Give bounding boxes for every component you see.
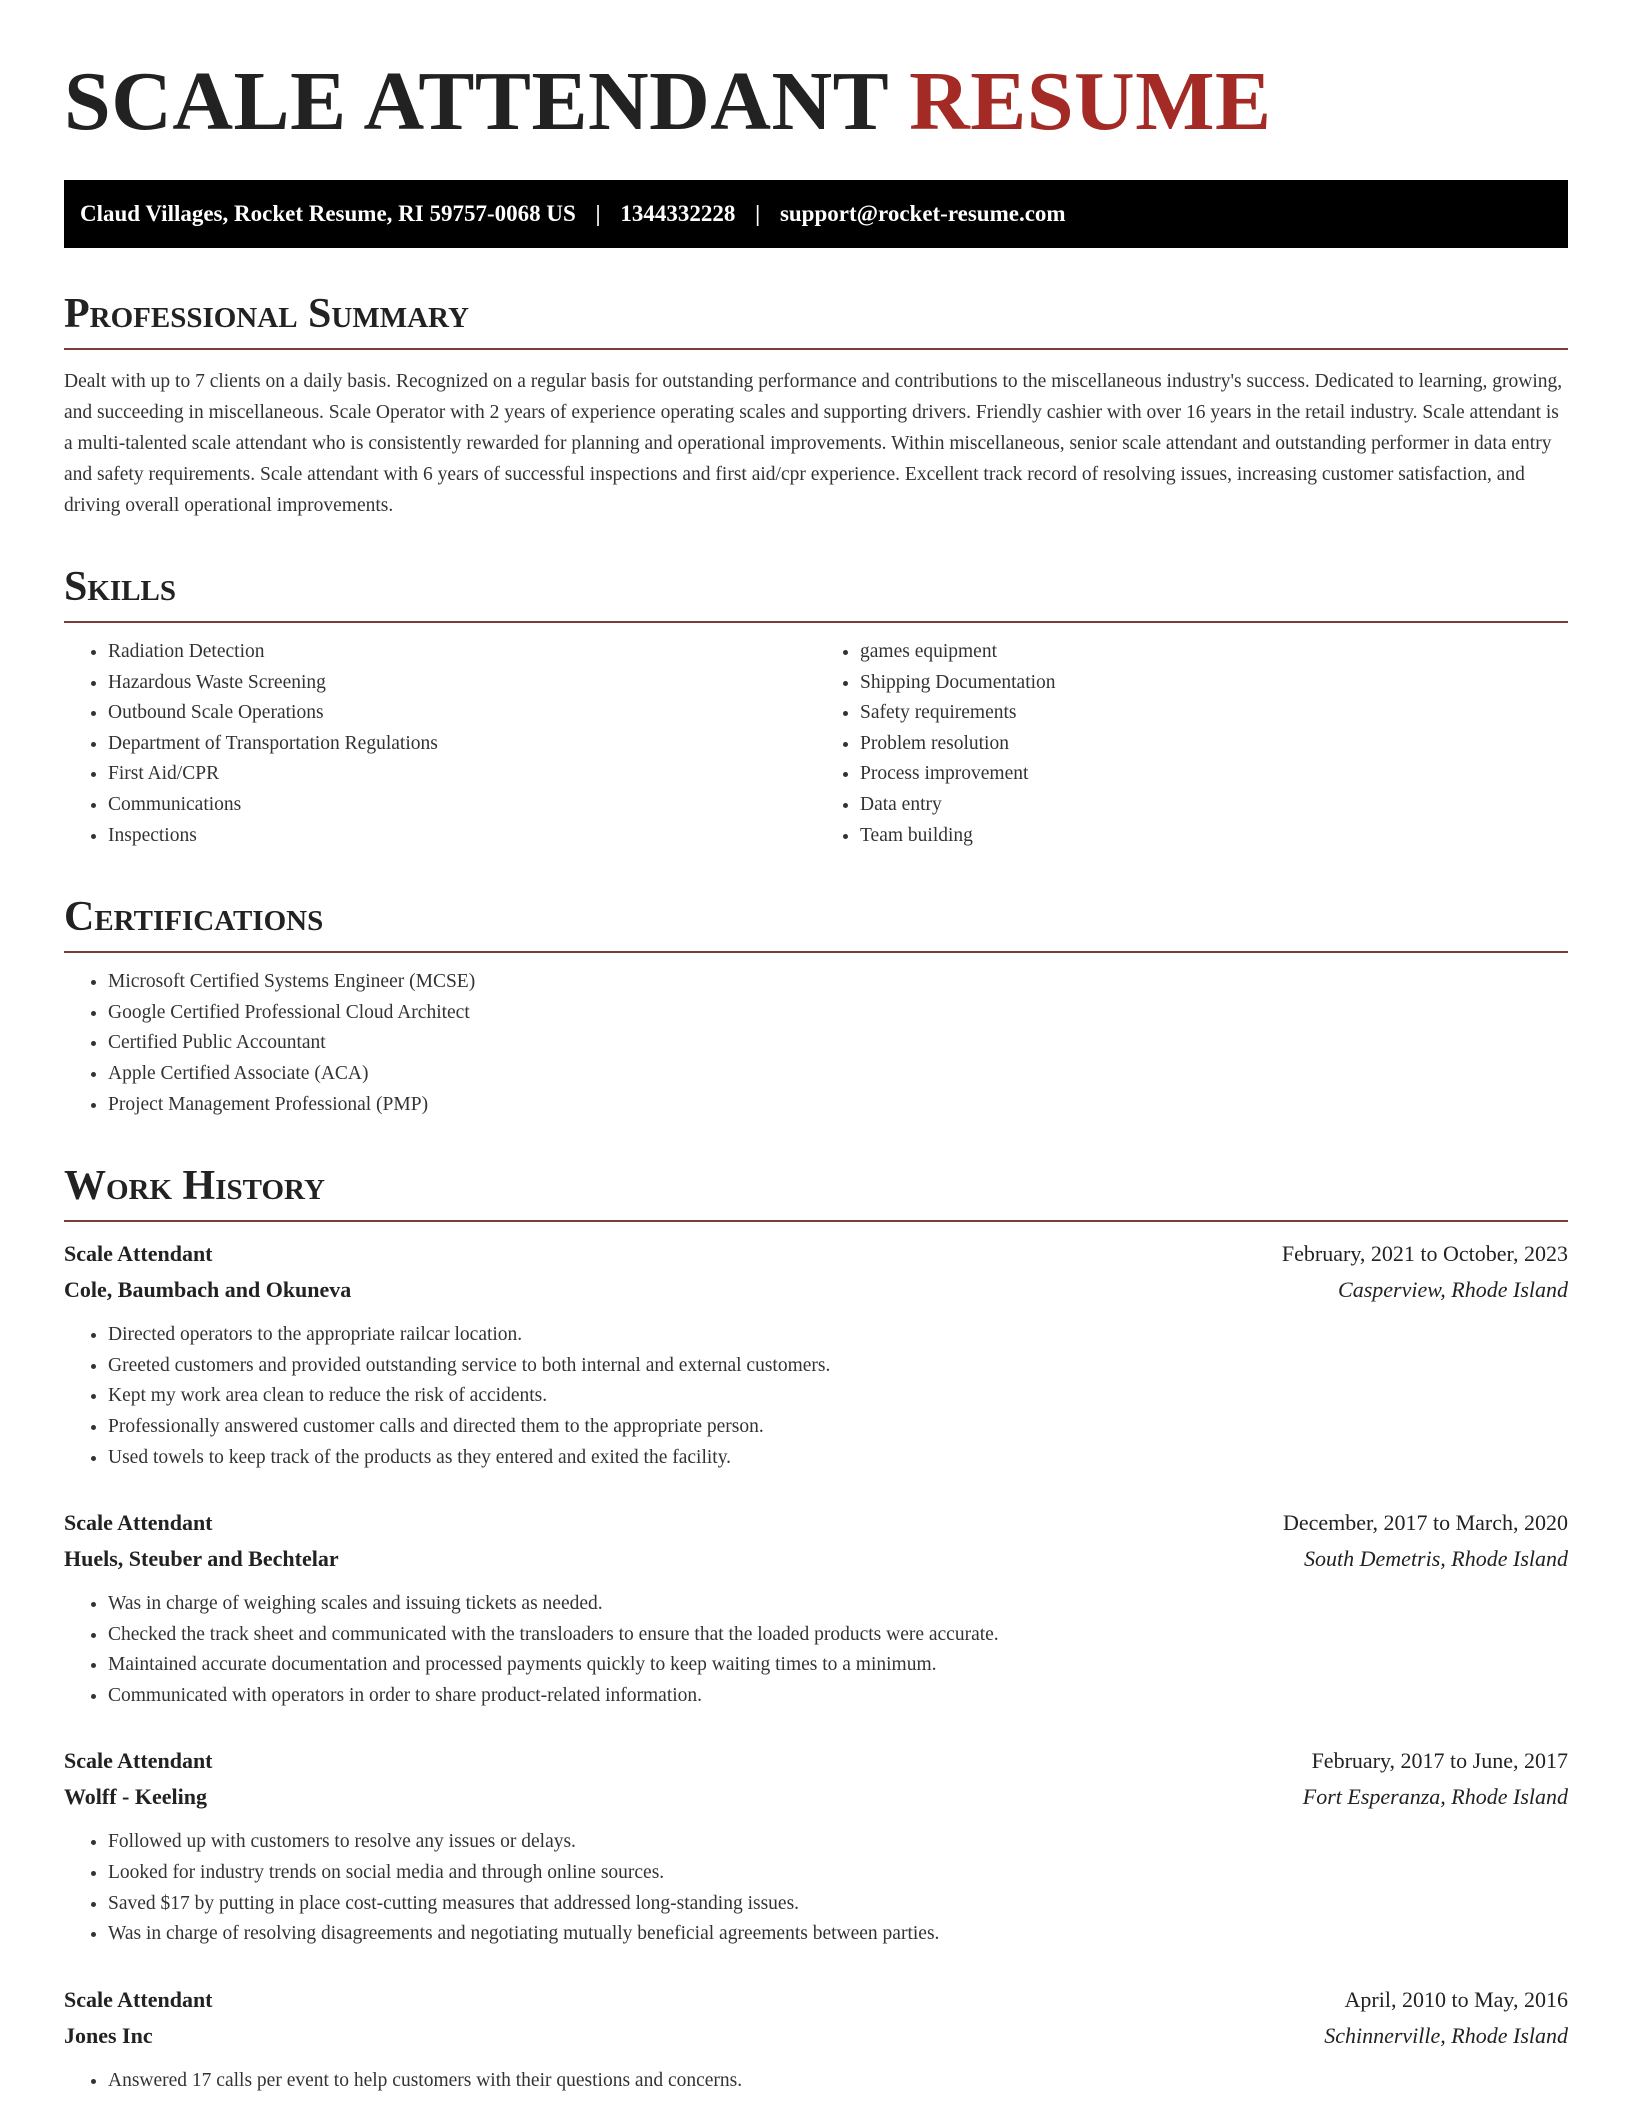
- skill-item: • Problem resolution: [860, 729, 1568, 760]
- contact-separator: |: [755, 201, 761, 226]
- title-accent: RESUME: [909, 55, 1272, 148]
- certifications-section: [64, 893, 1568, 1120]
- skill-item: • Safety requirements: [860, 698, 1568, 729]
- skills-section: [64, 563, 1568, 851]
- summary-section: [64, 290, 1568, 521]
- job-location: Casperview, Rhode Island: [1338, 1277, 1568, 1303]
- contact-phone: 1344332228: [620, 201, 736, 226]
- job-duty: • Was in charge of resolving disagreements and negotiating mutually beneficial agreements between parties.: [108, 1919, 1568, 1950]
- work-history-section: [64, 1162, 1568, 2096]
- job-company: Cole, Baumbach and Okuneva: [64, 1277, 352, 1303]
- certification-item: • Certified Public Accountant: [108, 1028, 1568, 1059]
- contact-email: support@rocket-resume.com: [779, 201, 1066, 226]
- skill-item: • Hazardous Waste Screening: [108, 668, 816, 699]
- skills-grid: [64, 623, 1568, 851]
- skills-list-right: [816, 637, 1568, 851]
- certifications-list: [64, 967, 1568, 1120]
- job-duty: • Greeted customers and provided outstanding service to both internal and external customers.: [108, 1351, 1568, 1382]
- skill-item: • Data entry: [860, 790, 1568, 821]
- job-entry: [64, 1236, 1568, 1473]
- certification-item: • Project Management Professional (PMP): [108, 1090, 1568, 1121]
- job-dates: February, 2021 to October, 2023: [1281, 1241, 1568, 1267]
- job-title: Scale Attendant: [64, 1241, 213, 1267]
- job-location: South Demetris, Rhode Island: [1304, 1546, 1568, 1572]
- certification-item: • Apple Certified Associate (ACA): [108, 1059, 1568, 1090]
- job-company: Jones Inc: [64, 2022, 153, 2048]
- job-dates: February, 2017 to June, 2017: [1311, 1748, 1568, 1774]
- work-history-heading: Work History: [64, 1162, 1568, 1222]
- job-title: Scale Attendant: [64, 1986, 213, 2012]
- job-duty: • Answered 17 calls per event to help customers with their questions and concerns.: [108, 2066, 1568, 2097]
- job-duty: • Directed operators to the appropriate railcar location.: [108, 1320, 1568, 1351]
- job-duty: • Checked the track sheet and communicated with the transloaders to ensure that the loaded products were accurate.: [108, 1620, 1568, 1651]
- summary-text: Dealt with up to 7 clients on a daily basis. Recognized on a regular basis for outstanding performance and contributions to the miscellaneous industry's success. Dedicated to learning, growing, and succeeding in miscellaneous. Scale Operator with 2 years of experience operating scales and supporting drivers. Friendly cashier with over 16 years in the retail industry. Scale attendant is a multi-talented scale attendant who is consistently rewarded for planning and operational improvements. Within miscellaneous, senior scale attendant and outstanding performer in data entry and safety requirements. Scale attendant with 6 years of successful inspections and first aid/cpr experience. Excellent track record of resolving issues, increasing customer satisfaction, and driving overall operational improvements.: [64, 371, 1563, 516]
- job-duties: [64, 2066, 1568, 2097]
- contact-address: Claud Villages, Rocket Resume, RI 59757-0068 US: [80, 201, 576, 226]
- skill-item: • Outbound Scale Operations: [108, 698, 816, 729]
- skill-item: • Team building: [860, 821, 1568, 852]
- skill-item: • Department of Transportation Regulations: [108, 729, 816, 760]
- skill-item: • First Aid/CPR: [108, 759, 816, 790]
- job-company: Huels, Steuber and Bechtelar: [64, 1546, 339, 1572]
- job-location: Schinnerville, Rhode Island: [1324, 2022, 1568, 2048]
- skills-heading: Skills: [64, 563, 1568, 623]
- job-title: Scale Attendant: [64, 1510, 213, 1536]
- job-duties: [64, 1589, 1568, 1711]
- skill-item: • Communications: [108, 790, 816, 821]
- job-duty: • Looked for industry trends on social media and through online sources.: [108, 1858, 1568, 1889]
- job-duty: • Maintained accurate documentation and processed payments quickly to keep waiting times to a minimum.: [108, 1650, 1568, 1681]
- skills-list-left: [64, 637, 816, 851]
- job-dates: April, 2010 to May, 2016: [1344, 1986, 1568, 2012]
- skill-item: • Process improvement: [860, 759, 1568, 790]
- job-duty: • Was in charge of weighing scales and issuing tickets as needed.: [108, 1589, 1568, 1620]
- certification-item: • Google Certified Professional Cloud Architect: [108, 998, 1568, 1029]
- job-duties: [64, 1827, 1568, 1949]
- job-dates: December, 2017 to March, 2020: [1282, 1510, 1568, 1536]
- job-company: Wolff - Keeling: [64, 1784, 207, 1810]
- job-duty: • Professionally answered customer calls and directed them to the appropriate person.: [108, 1412, 1568, 1443]
- contact-separator: |: [595, 201, 601, 226]
- summary-heading: Professional Summary: [64, 290, 1568, 350]
- job-entry: [64, 1982, 1568, 2097]
- certification-item: • Microsoft Certified Systems Engineer (MCSE): [108, 967, 1568, 998]
- skill-item: • games equipment: [860, 637, 1568, 668]
- skill-item: • Radiation Detection: [108, 637, 816, 668]
- skill-item: • Inspections: [108, 821, 816, 852]
- job-duty: • Saved $17 by putting in place cost-cutting measures that addressed long-standing issues.: [108, 1889, 1568, 1920]
- job-duties: [64, 1320, 1568, 1473]
- contact-bar: [64, 180, 1568, 248]
- certifications-heading: Certifications: [64, 893, 1568, 953]
- skill-item: • Shipping Documentation: [860, 668, 1568, 699]
- job-title: Scale Attendant: [64, 1748, 213, 1774]
- job-entry: [64, 1505, 1568, 1711]
- resume-title: [64, 0, 1568, 148]
- job-duty: • Kept my work area clean to reduce the risk of accidents.: [108, 1381, 1568, 1412]
- job-duty: • Followed up with customers to resolve any issues or delays.: [108, 1827, 1568, 1858]
- job-duty: • Used towels to keep track of the products as they entered and exited the facility.: [108, 1443, 1568, 1474]
- job-entry: [64, 1743, 1568, 1949]
- job-duty: • Communicated with operators in order to share product-related information.: [108, 1681, 1568, 1712]
- job-location: Fort Esperanza, Rhode Island: [1302, 1784, 1568, 1810]
- title-main: SCALE ATTENDANT: [64, 55, 888, 148]
